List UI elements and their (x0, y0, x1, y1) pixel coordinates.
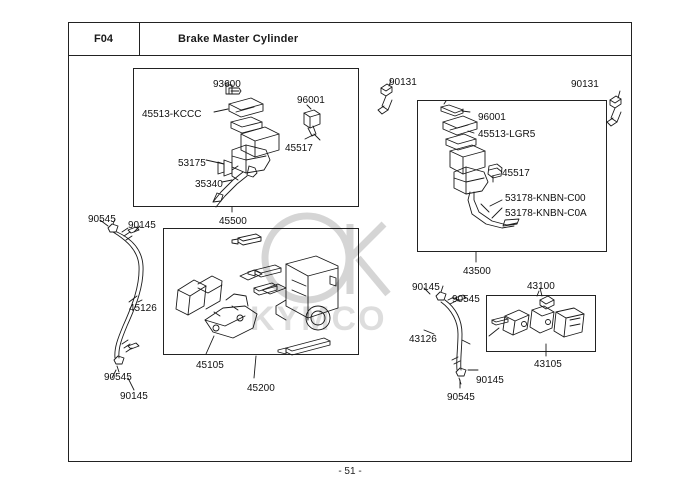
section-code: F04 (68, 22, 140, 55)
callout-45517-right: 45517 (502, 168, 530, 179)
callout-90545-bottom: 90545 (447, 392, 475, 403)
callout-53178-knbn-c00: 53178-KNBN-C00 (505, 193, 586, 204)
page-number: - 51 - (338, 466, 362, 477)
callout-43126: 43126 (409, 334, 437, 345)
callout-43100: 43100 (527, 281, 555, 292)
callout-90545-top-left: 90545 (88, 214, 116, 225)
callout-43105: 43105 (534, 359, 562, 370)
callout-90145-bottom-left: 90145 (120, 391, 148, 402)
page-title: Brake Master Cylinder (178, 32, 299, 45)
callout-90131-right: 90131 (571, 79, 599, 90)
title-bar (68, 22, 632, 56)
callout-90131-left: 90131 (389, 77, 417, 88)
master-cylinder-left-box (133, 68, 359, 207)
callout-45126: 45126 (129, 303, 157, 314)
callout-43500: 43500 (463, 266, 491, 277)
callout-45500: 45500 (219, 216, 247, 227)
callout-53175: 53175 (178, 158, 206, 169)
callout-96001-left: 96001 (297, 95, 325, 106)
callout-45200: 45200 (247, 383, 275, 394)
callout-90145-mid: 90145 (412, 282, 440, 293)
callout-93600: 93600 (213, 79, 241, 90)
callout-96001-right: 96001 (478, 112, 506, 123)
watermark-text: KYMCO (250, 300, 387, 338)
callout-35340: 35340 (195, 179, 223, 190)
callout-90545-bottom-left: 90545 (104, 372, 132, 383)
callout-45513-lgr5: 45513-LGR5 (478, 129, 536, 140)
callout-90545-mid: 90545 (452, 294, 480, 305)
callout-45517-left: 45517 (285, 143, 313, 154)
callout-90145-bottom: 90145 (476, 375, 504, 386)
callout-45513-kccc: 45513-KCCC (142, 109, 202, 120)
callout-53178-knbn-c0a: 53178-KNBN-C0A (505, 208, 587, 219)
caliper-rear-box (486, 295, 596, 352)
callout-90145-top-left: 90145 (128, 220, 156, 231)
callout-45105: 45105 (196, 360, 224, 371)
